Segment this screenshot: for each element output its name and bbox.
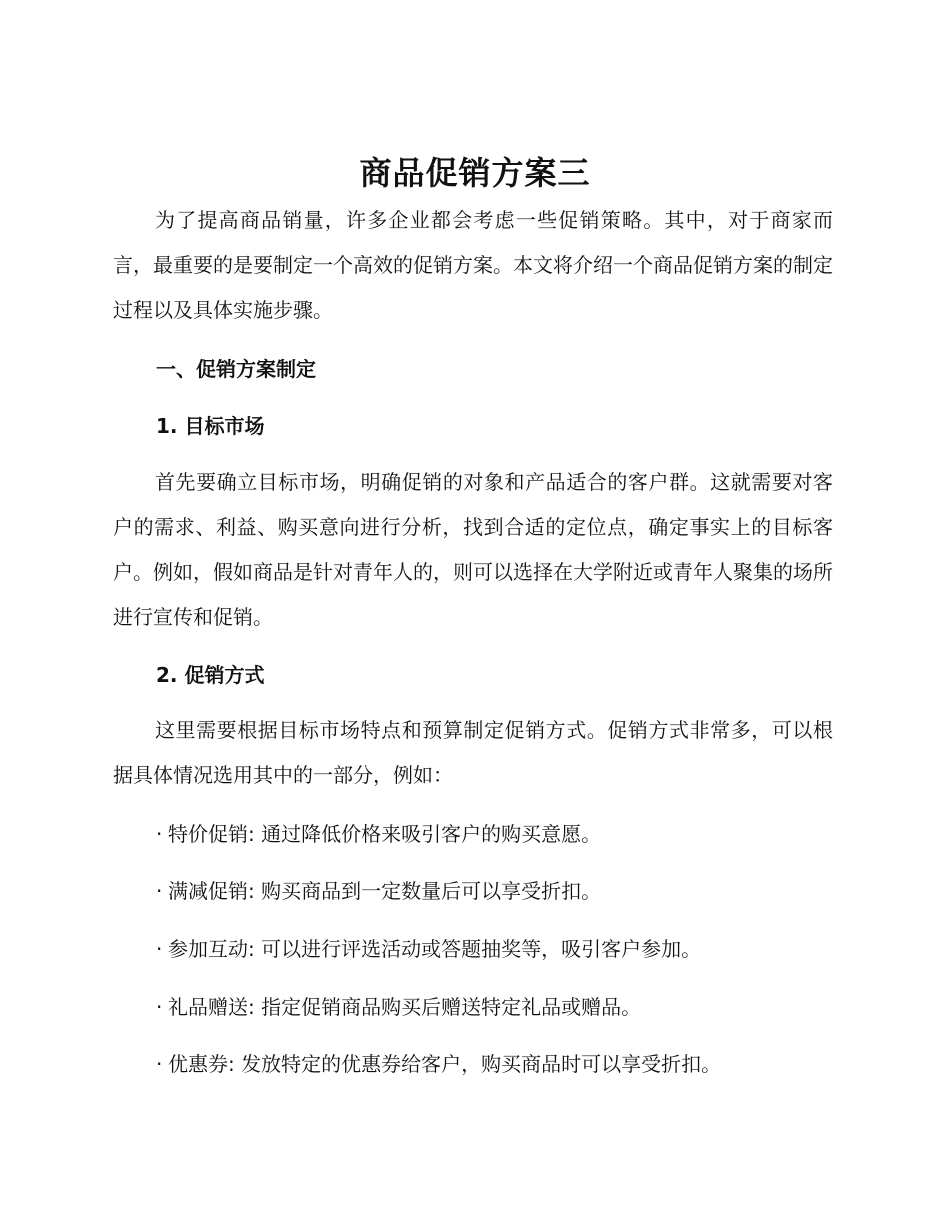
bullet-text: 优惠券: 发放特定的优惠券给客户，购买商品时可以享受折扣。 — [168, 1052, 722, 1076]
subsection-heading-target-market: 1. 目标市场 — [156, 414, 265, 438]
document-title: 商品促销方案三 — [359, 154, 591, 192]
bullet-item-coupons — [156, 1049, 721, 1079]
bullet-text: 满减促销: 购买商品到一定数量后可以享受折扣。 — [168, 879, 602, 903]
bullet-dot: · — [156, 1052, 163, 1076]
bullet-dot: · — [156, 937, 163, 961]
bullet-item-gifts — [156, 992, 641, 1022]
bullet-item-discount — [156, 876, 601, 906]
section-heading-1: 一、促销方案制定 — [156, 357, 316, 381]
bullet-text: 礼品赠送: 指定促销商品购买后赠送特定礼品或赠品。 — [168, 995, 642, 1019]
promotion-methods-paragraph: 这里需要根据目标市场特点和预算制定促销方式。促销方式非常多，可以根据具体情况选用其中的一部分，例如： — [113, 718, 833, 787]
target-market-paragraph: 首先要确立目标市场，明确促销的对象和产品适合的客户群。这就需要对客户的需求、利益、购买意向进行分析，找到合适的定位点，确定事实上的目标客户。例如，假如商品是针对青年人的，则可以选择在大学附近或青年人聚集的场所进行宣传和促销。 — [113, 470, 833, 629]
bullet-text: 参加互动: 可以进行评选活动或答题抽奖等，吸引客户参加。 — [168, 937, 702, 961]
bullet-item-interaction — [156, 934, 701, 964]
intro-paragraph: 为了提高商品销量，许多企业都会考虑一些促销策略。其中，对于商家而言，最重要的是要制定一个高效的促销方案。本文将介绍一个商品促销方案的制定过程以及具体实施步骤。 — [113, 208, 833, 322]
bullet-text: 特价促销: 通过降低价格来吸引客户的购买意愿。 — [168, 822, 602, 846]
subsection-heading-promotion-methods: 2. 促销方式 — [156, 663, 265, 687]
bullet-dot: · — [156, 995, 163, 1019]
bullet-item-special-price — [156, 819, 601, 849]
bullet-dot: · — [156, 879, 163, 903]
bullet-dot: · — [156, 822, 163, 846]
